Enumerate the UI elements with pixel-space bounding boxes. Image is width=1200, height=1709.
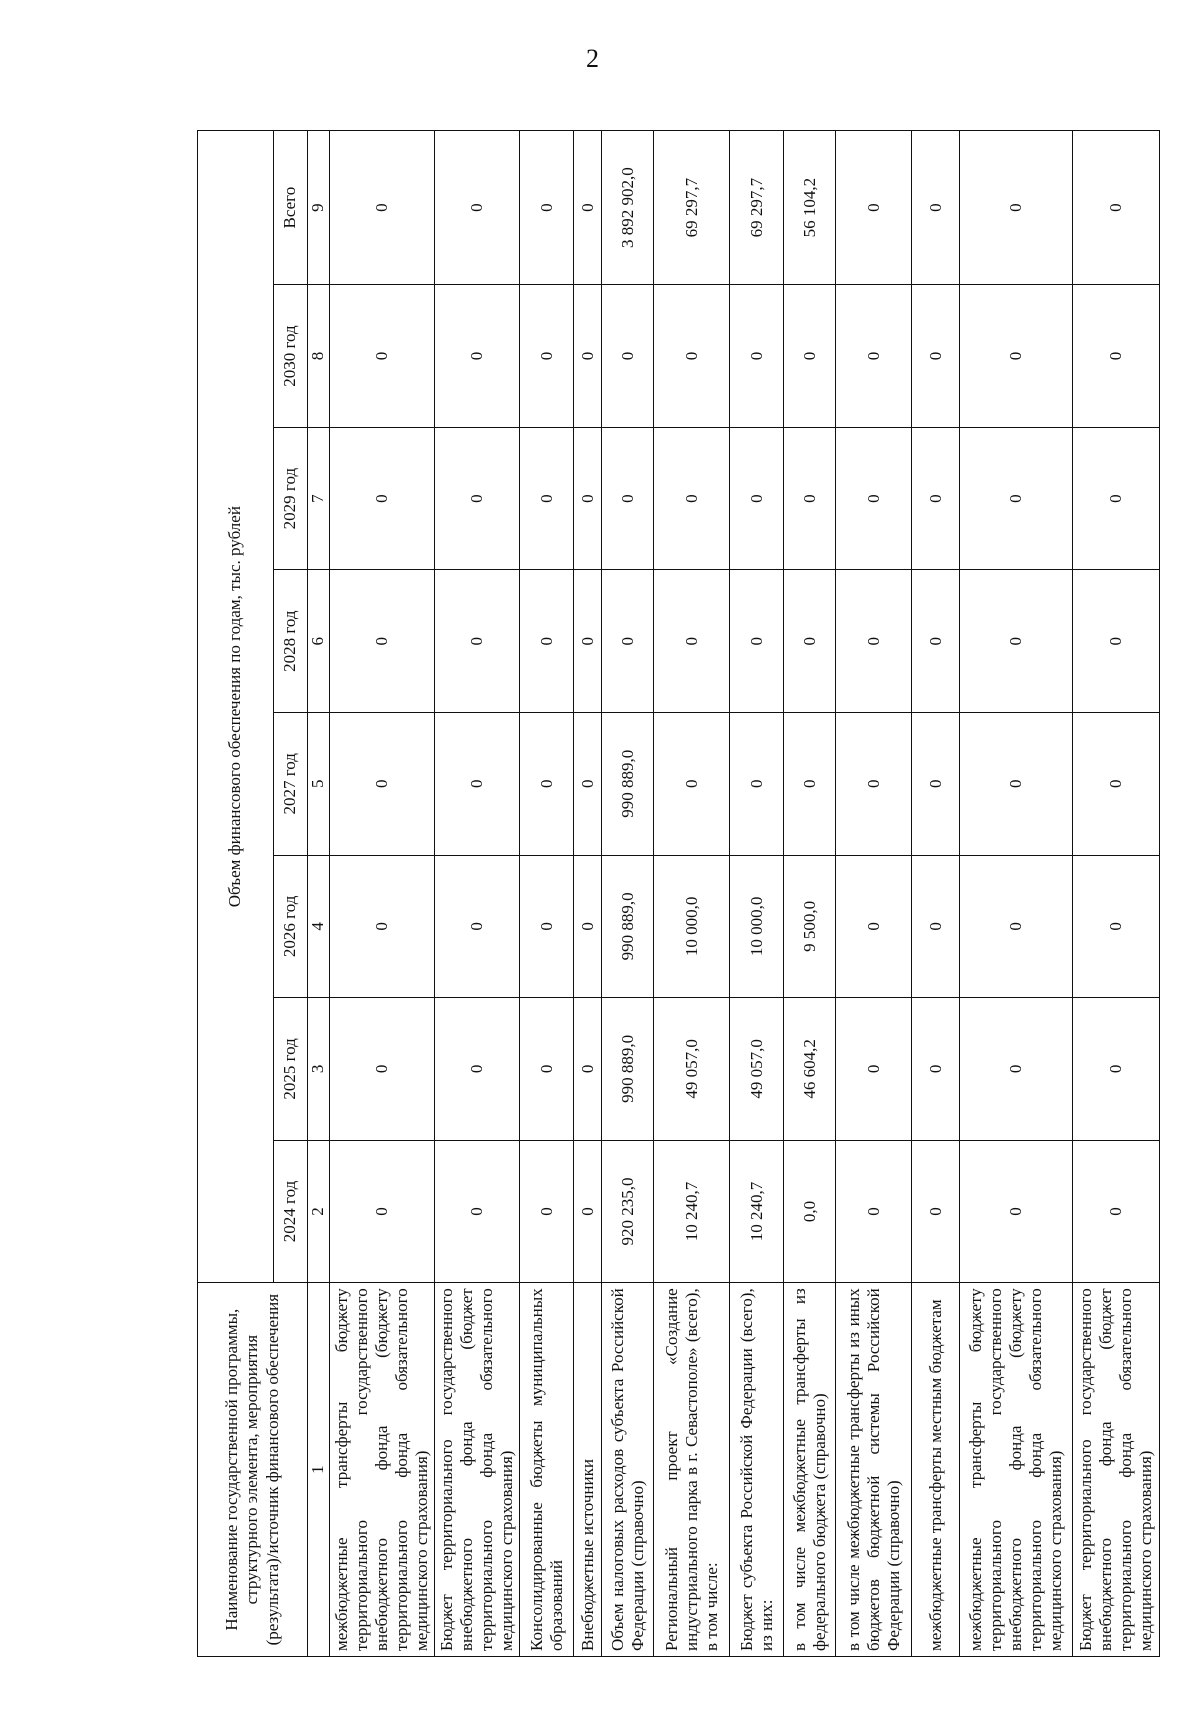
value-cell: 0	[574, 998, 602, 1141]
value-cell: 0	[602, 427, 654, 570]
financing-table	[197, 130, 1160, 1657]
value-cell: 49 057,0	[654, 998, 730, 1141]
value-cell: 0	[435, 998, 520, 1141]
row-label: Бюджет субъекта Российской Федерации (всего), из них:	[730, 1283, 784, 1657]
total-cell: 0	[520, 131, 574, 285]
value-cell: 990 889,0	[602, 855, 654, 998]
value-cell: 0	[960, 855, 1073, 998]
value-cell: 0	[602, 570, 654, 713]
value-cell: 0	[912, 570, 960, 713]
value-cell: 0	[912, 855, 960, 998]
value-cell: 0	[574, 855, 602, 998]
value-cell: 0	[836, 427, 912, 570]
table-row	[784, 131, 836, 1657]
table-row	[520, 131, 574, 1657]
value-cell: 990 889,0	[602, 998, 654, 1141]
row-label: Объем налоговых расходов субъекта Российской Федерации (справочно)	[602, 1283, 654, 1657]
value-cell: 10 000,0	[654, 855, 730, 998]
value-cell: 0	[330, 570, 435, 713]
row-label: Консолидированные бюджеты муниципальных образований	[520, 1283, 574, 1657]
total-cell: 56 104,2	[784, 131, 836, 285]
column-number: 2	[308, 1140, 330, 1283]
value-cell: 0	[730, 712, 784, 855]
value-cell: 0	[912, 427, 960, 570]
value-cell: 0	[784, 285, 836, 428]
value-cell: 0	[330, 1140, 435, 1283]
value-cell: 0	[520, 998, 574, 1141]
row-label: Внебюджетные источники	[574, 1283, 602, 1657]
value-cell: 0	[574, 712, 602, 855]
year-header: 2025 год	[274, 998, 308, 1141]
column-number: 7	[308, 427, 330, 570]
value-cell: 920 235,0	[602, 1140, 654, 1283]
value-cell: 0	[1073, 285, 1160, 428]
value-cell: 0	[520, 570, 574, 713]
value-cell: 0	[330, 427, 435, 570]
year-header: 2024 год	[274, 1140, 308, 1283]
value-cell: 0	[784, 712, 836, 855]
value-cell: 0	[960, 712, 1073, 855]
value-cell: 0	[960, 1140, 1073, 1283]
column-number: 3	[308, 998, 330, 1141]
total-cell: 0	[330, 131, 435, 285]
header-row-top	[198, 131, 274, 1657]
value-cell: 49 057,0	[730, 998, 784, 1141]
value-cell: 46 604,2	[784, 998, 836, 1141]
row-label: в том числе межбюджетные трансферты из федерального бюджета (справочно)	[784, 1283, 836, 1657]
table-container	[197, 130, 1156, 1657]
value-cell: 0	[784, 570, 836, 713]
table-row	[435, 131, 520, 1657]
year-header: 2030 год	[274, 285, 308, 428]
value-cell: 0	[435, 1140, 520, 1283]
row-label: межбюджетные трансферты бюджету территориального государственного внебюджетного фонда (бюджету территориального фонда обязательного медицинского страхования)	[330, 1283, 435, 1657]
value-cell: 0	[330, 855, 435, 998]
year-header: 2028 год	[274, 570, 308, 713]
row-label: межбюджетные трансферты бюджету территориального государственного внебюджетного фонда (бюджету территориального фонда обязательного медицинского страхования)	[960, 1283, 1073, 1657]
column-number-row	[308, 131, 330, 1657]
value-cell: 0	[435, 712, 520, 855]
value-cell: 0	[836, 1140, 912, 1283]
table-row	[730, 131, 784, 1657]
value-cell: 0	[520, 427, 574, 570]
column-number: 8	[308, 285, 330, 428]
value-cell: 0	[960, 285, 1073, 428]
table-row	[602, 131, 654, 1657]
value-cell: 0	[654, 427, 730, 570]
value-cell: 0	[574, 427, 602, 570]
value-cell: 0	[1073, 427, 1160, 570]
total-cell: 0	[960, 131, 1073, 285]
value-cell: 0	[1073, 998, 1160, 1141]
value-cell: 0	[960, 427, 1073, 570]
year-header: 2029 год	[274, 427, 308, 570]
total-cell: 69 297,7	[730, 131, 784, 285]
value-cell: 0	[435, 285, 520, 428]
total-cell: 3 892 902,0	[602, 131, 654, 285]
row-label: Бюджет территориального государственного внебюджетного фонда (бюджет территориального фонда обязательного медицинского страхования)	[1073, 1283, 1160, 1657]
value-cell: 0	[435, 855, 520, 998]
value-cell: 0	[912, 1140, 960, 1283]
value-cell: 0	[912, 285, 960, 428]
total-cell: 0	[435, 131, 520, 285]
value-cell: 0	[730, 570, 784, 713]
value-cell: 0	[836, 998, 912, 1141]
total-cell: 69 297,7	[654, 131, 730, 285]
value-cell: 0	[784, 427, 836, 570]
value-cell: 0	[435, 427, 520, 570]
year-header: 2026 год	[274, 855, 308, 998]
total-cell: 0	[1073, 131, 1160, 285]
value-cell: 990 889,0	[602, 712, 654, 855]
table-row	[960, 131, 1073, 1657]
table-row	[330, 131, 435, 1657]
row-label: Бюджет территориального государственного внебюджетного фонда (бюджет территориального фонда обязательного медицинского страхования)	[435, 1283, 520, 1657]
rotated-table-frame	[197, 130, 1156, 1657]
row-label: межбюджетные трансферты местным бюджетам	[912, 1283, 960, 1657]
row-label: в том числе межбюджетные трансферты из иных бюджетов бюджетной системы Российской Федерации (справочно)	[836, 1283, 912, 1657]
column-number: 9	[308, 131, 330, 285]
total-cell: 0	[574, 131, 602, 285]
value-cell: 0	[836, 285, 912, 428]
value-cell: 0	[330, 712, 435, 855]
table-row	[836, 131, 912, 1657]
table-row	[912, 131, 960, 1657]
value-cell: 0	[654, 570, 730, 713]
value-cell: 0,0	[784, 1140, 836, 1283]
value-cell: 0	[836, 855, 912, 998]
page-number: 2	[586, 44, 599, 73]
value-cell: 0	[574, 1140, 602, 1283]
total-cell: 0	[836, 131, 912, 285]
value-cell: 0	[654, 712, 730, 855]
value-cell: 0	[1073, 570, 1160, 713]
value-cell: 0	[574, 570, 602, 713]
value-cell: 10 240,7	[654, 1140, 730, 1283]
name-column-header: Наименование государственной программы, структурного элемента, мероприятия (результата)/источник финансового обеспечения	[198, 1283, 308, 1657]
financing-group-header: Объем финансового обеспечения по годам, тыс. рублей	[198, 131, 274, 1283]
value-cell: 0	[912, 998, 960, 1141]
value-cell: 0	[1073, 855, 1160, 998]
column-number: 6	[308, 570, 330, 713]
value-cell: 0	[602, 285, 654, 428]
column-number: 1	[308, 1283, 330, 1657]
column-number: 4	[308, 855, 330, 998]
total-cell: 0	[912, 131, 960, 285]
value-cell: 0	[730, 427, 784, 570]
year-header: 2027 год	[274, 712, 308, 855]
value-cell: 0	[836, 712, 912, 855]
value-cell: 0	[730, 285, 784, 428]
value-cell: 0	[520, 855, 574, 998]
value-cell: 0	[520, 1140, 574, 1283]
table-row	[654, 131, 730, 1657]
value-cell: 0	[1073, 712, 1160, 855]
value-cell: 0	[574, 285, 602, 428]
column-number: 5	[308, 712, 330, 855]
total-header: Всего	[274, 131, 308, 285]
value-cell: 0	[520, 285, 574, 428]
value-cell: 0	[330, 285, 435, 428]
value-cell: 0	[960, 570, 1073, 713]
value-cell: 0	[330, 998, 435, 1141]
row-label: Региональный проект «Создание индустриального парка в г. Севастополе» (всего), в том числе:	[654, 1283, 730, 1657]
value-cell: 0	[654, 285, 730, 428]
value-cell: 10 000,0	[730, 855, 784, 998]
table-row	[574, 131, 602, 1657]
value-cell: 0	[912, 712, 960, 855]
value-cell: 0	[520, 712, 574, 855]
value-cell: 0	[435, 570, 520, 713]
table-row	[1073, 131, 1160, 1657]
value-cell: 0	[960, 998, 1073, 1141]
value-cell: 9 500,0	[784, 855, 836, 998]
value-cell: 0	[1073, 1140, 1160, 1283]
value-cell: 10 240,7	[730, 1140, 784, 1283]
value-cell: 0	[836, 570, 912, 713]
